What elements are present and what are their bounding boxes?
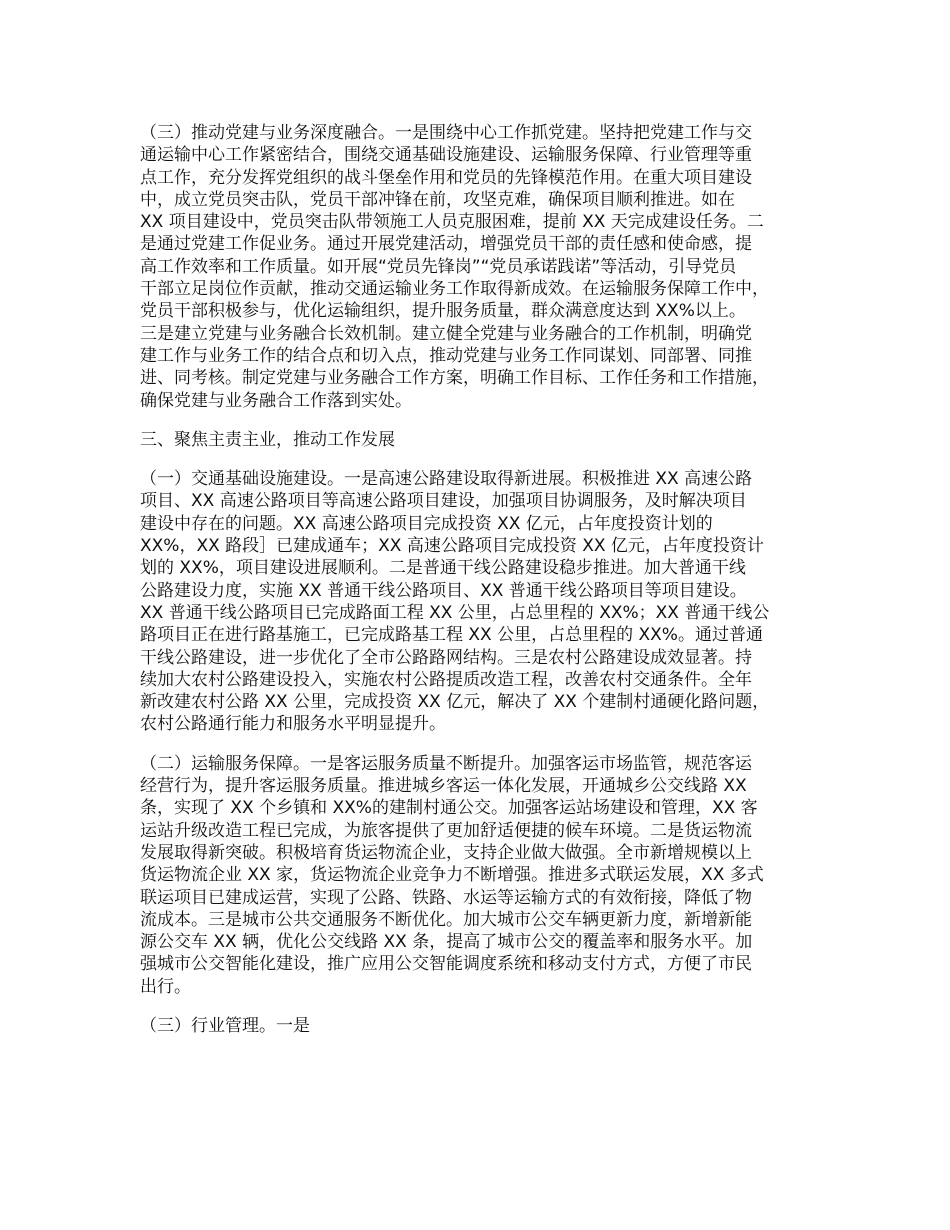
paragraph [140,468,830,736]
text-line: 出行。 [140,976,191,997]
text-line: 干线公路建设，进一步优化了全市公路路网结构。三是农村公路建设成效显著。持 [140,647,752,668]
text-line: （二）运输服务保障。一是客运服务质量不断提升。加强客运市场监管，规范客运 [140,753,752,774]
text-line: 运站升级改造工程已完成，为旅客提供了更加舒适便捷的候车环境。二是货运物流 [140,820,752,841]
text-line: （三）推动党建与业务深度融合。一是围绕中心工作抓党建。坚持把党建工作与交 [140,123,752,143]
text-line: 点工作，充分发挥党组织的战斗堡垒作用和党员的先锋模范作用。在重大项目建设 [140,167,752,188]
text-line: （一）交通基础设施建设。一是高速公路建设取得新进展。积极推进 XX 高速公路 [140,469,753,490]
text-line: 通运输中心工作紧密结合，围绕交通基础设施建设、运输服务保障、行业管理等重 [140,145,752,166]
text-line: 新改建农村公路 XX 公里，完成投资 XX 亿元，解决了 XX 个建制村通硬化路问题， [140,692,770,713]
text-line: 源公交车 XX 辆，优化公交线路 XX 条，提高了城市公交的覆盖率和服务水平。加 [140,932,753,953]
text-line: 路项目正在进行路基施工，已完成路基工程 XX 公里，占总里程的 XX%。通过普通 [140,625,763,646]
paragraph [140,753,830,998]
paragraph [140,429,830,451]
text-line: 高工作效率和工作质量。如开展“党员先锋岗”“党员承诺践诺”等活动，引导党员 [140,256,737,277]
text-line: 联运项目已建成运营，实现了公路、铁路、水运等运输方式的有效衔接，降低了物 [140,887,752,908]
text-line: 是通过党建工作促业务。通过开展党建活动，增强党员干部的责任感和使命感，提 [140,234,752,255]
text-line: 确保党建与业务融合工作落到实处。 [140,390,412,411]
text-line: 建工作与业务工作的结合点和切入点，推动党建与业务工作同谋划、同部署、同推 [140,345,752,366]
text-line: 干部立足岗位作贡献，推动交通运输业务工作取得新成效。在运输服务保障工作中， [140,279,769,300]
text-line: 党员干部积极参与，优化运输组织，提升服务质量，群众满意度达到 XX%以上。 [140,301,746,322]
text-line: 划的 XX%，项目建设进展顺利。二是普通干线公路建设稳步推进。加大普通干线 [140,558,746,579]
text-line: 公路建设力度，实施 XX 普通干线公路项目、XX 普通干线公路项目等项目建设。 [140,580,747,601]
text-line: 强城市公交智能化建设，推广应用公交智能调度系统和移动支付方式，方便了市民 [140,954,752,975]
text-line: 进、同考核。制定党建与业务融合工作方案，明确工作目标、工作任务和工作措施， [140,368,769,389]
document-body [140,122,830,1054]
text-line: XX 普通干线公路项目已完成路面工程 XX 公里，占总里程的 XX%；XX 普通干线公 [140,602,770,623]
text-line: 流成本。三是城市公共交通服务不断优化。加大城市公交车辆更新力度，新增新能 [140,909,752,930]
text-line: 经营行为，提升客运服务质量。推进城乡客运一体化发展，开通城乡公交线路 XX [140,776,747,797]
text-line: 农村公路通行能力和服务水平明显提升。 [140,714,446,735]
text-line: 三是建立党建与业务融合长效机制。建立健全党建与业务融合的工作机制，明确党 [140,323,752,344]
text-line: 建设中存在的问题。XX 高速公路项目完成投资 XX 亿元，占年度投资计划的 [140,513,713,534]
text-line: 货运物流企业 XX 家，货运物流企业竞争力不断增强。推进多式联运发展，XX 多式 [140,865,764,886]
text-line: 续加大农村公路建设投入，实施农村公路提质改造工程，改善农村交通条件。全年 [140,669,752,690]
paragraph [140,122,830,412]
text-line: （三）行业管理。一是 [140,1015,310,1036]
text-line: 三、聚焦主责主业，推动工作发展 [140,429,395,450]
text-line: XX 项目建设中，党员突击队带领施工人员克服困难，提前 XX 天完成建设任务。二 [140,212,764,233]
text-line: 中，成立党员突击队，党员干部冲锋在前，攻坚克难，确保项目顺利推进。如在 [140,189,735,210]
text-line: XX%，XX 路段］已建成通车；XX 高速公路项目完成投资 XX 亿元，占年度投资计 [140,536,764,557]
text-line: 项目、XX 高速公路项目等高速公路项目建设，加强项目协调服务，及时解决项目 [140,491,747,512]
text-line: 条，实现了 XX 个乡镇和 XX%的建制村通公交。加强客运站场建设和管理，XX 客 [140,798,758,819]
text-line: 发展取得新突破。积极培育货运物流企业，支持企业做大做强。全市新增规模以上 [140,842,752,863]
paragraph [140,1015,830,1037]
